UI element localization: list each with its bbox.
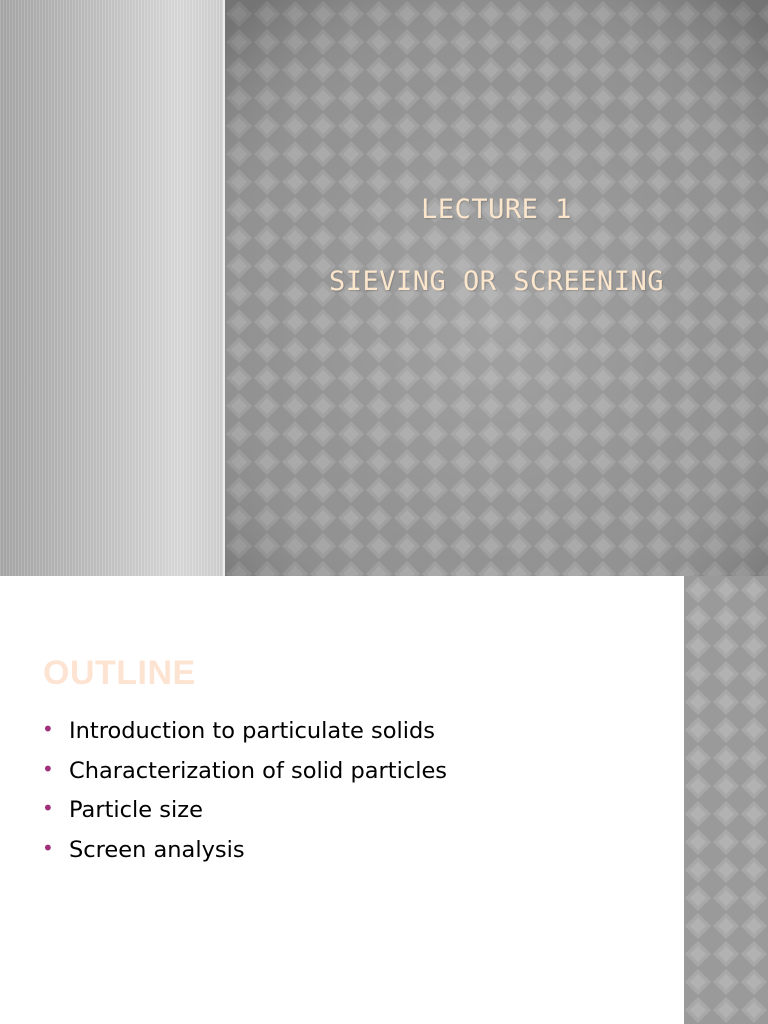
bullet-text: Screen analysis: [69, 836, 245, 863]
list-item: [42, 795, 447, 835]
list-item: [42, 716, 447, 756]
lecture-number-title: LECTURE 1: [421, 194, 572, 225]
bullet-marker: •: [42, 756, 54, 781]
list-item: [42, 756, 447, 796]
outline-heading: OUTLINE: [43, 654, 196, 692]
bullet-marker: •: [42, 796, 54, 820]
outline-bullet-list: [42, 716, 447, 874]
list-item: [42, 835, 447, 875]
left-gradient-panel: [0, 0, 223, 576]
side-strip-pattern: [684, 576, 768, 1024]
bullet-marker: •: [42, 717, 54, 741]
outline-slide: [0, 576, 768, 1024]
lecture-topic-title: SIEVING OR SCREENING: [328, 266, 665, 297]
bullet-text: Introduction to particulate solids: [69, 718, 436, 744]
title-block: [225, 0, 768, 576]
bullet-text: Characterization of solid particles: [69, 757, 448, 784]
bullet-text: Particle size: [69, 797, 203, 823]
diamond-pattern-side-strip: [684, 576, 768, 1024]
bullet-marker: •: [42, 835, 54, 860]
